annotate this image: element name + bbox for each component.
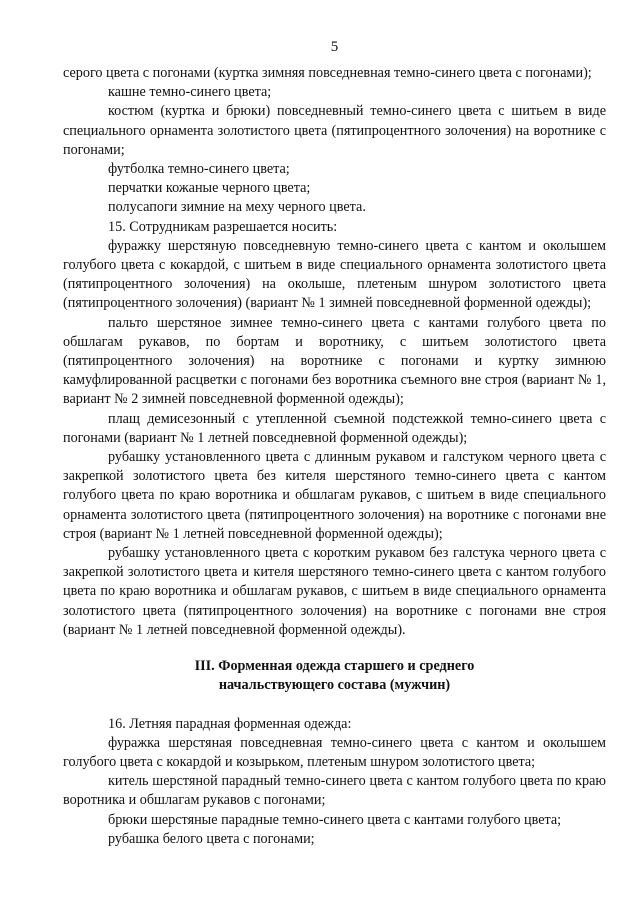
section-heading: [63, 657, 606, 695]
section-body: [63, 715, 606, 849]
paragraph: 15. Сотрудникам разрешается носить:: [108, 218, 338, 235]
body-text: [63, 64, 606, 640]
paragraph: плащ демисезонный с утепленной съемной подстежкой темно-синего цвета с погонами (вариант № 1 летней повседневной форменной одежды);: [63, 410, 606, 446]
paragraph: серого цвета с погонами (куртка зимняя повседневная темно-синего цвета с погонами);: [63, 65, 592, 81]
paragraph: китель шерстяной парадный темно-синего цвета с кантом голубого цвета по краю воротника и обшлагам рукавов с погонами;: [63, 773, 606, 809]
paragraph: рубашку установленного цвета с коротким рукавом без галстука черного цвета с закрепкой золотистого цвета и кителя шерстяного темно-синего цвета с кантом голубого цвета по краю воротника и обшлагам рукавов, с шитьем в виде специального орнамента золотистого цвета (пятипроцентного золочения) на воротнике с погонами вне строя (вариант № 1 летней повседневной форменной одежды).: [63, 545, 606, 638]
paragraph: костюм (куртка и брюки) повседневный темно-синего цвета с шитьем в виде специального орнамента золотистого цвета (пятипроцентного золочения) на воротнике с погонами;: [63, 103, 606, 158]
paragraph: перчатки кожаные черного цвета;: [108, 180, 311, 197]
paragraph: рубашку установленного цвета с длинным рукавом и галстуком черного цвета с закрепкой золотистого цвета без кителя шерстяного темно-синего цвета с кантом голубого цвета по краю воротника и обшлагам рукавов, с шитьем в виде специального орнамента золотистого цвета (пятипроцентного золочения) на воротнике с погонами вне строя (вариант № 1 летней повседневной форменной одежды);: [63, 449, 606, 542]
paragraph: фуражка шерстяная повседневная темно-синего цвета с кантом и околышем голубого цвета с кокардой и козырьком, плетеным шнуром золотистого цвета;: [63, 734, 606, 770]
paragraph: кашне темно-синего цвета;: [108, 84, 272, 101]
paragraph: фуражку шерстяную повседневную темно-синего цвета с кантом и околышем голубого цвета с кокардой, с шитьем в виде специального орнамента золотистого цвета (пятипроцентного золочения) на околыше, плетеным шнуром золотистого цвета (пятипроцентного золочения) (вариант № 1 зимней повседневной форменной одежды);: [63, 237, 606, 312]
page-number: 5: [330, 39, 339, 55]
paragraph: рубашка белого цвета с погонами;: [108, 830, 315, 847]
paragraph: футболка темно-синего цвета;: [108, 161, 290, 178]
paragraph: пальто шерстяное зимнее темно-синего цвета с кантами голубого цвета по обшлагам рукавов, по бортам и воротнику, с шитьем золотистого цвета (пятипроцентного золочения) на воротнике с погонами и куртку зимнюю камуфлированной расцветки с погонами без воротника съемного вне строя (вариант № 1, вариант № 2 зимней повседневной форменной одежды);: [63, 314, 606, 408]
paragraph: полусапоги зимние на меху черного цвета.: [108, 199, 366, 216]
section-heading-line: III. Форменная одежда старшего и среднего: [194, 658, 475, 675]
paragraph: брюки шерстяные парадные темно-синего цвета с кантами голубого цвета;: [108, 811, 562, 828]
paragraph: 16. Летняя парадная форменная одежда:: [108, 715, 352, 732]
section-heading-line: начальствующего состава (мужчин): [218, 677, 451, 694]
